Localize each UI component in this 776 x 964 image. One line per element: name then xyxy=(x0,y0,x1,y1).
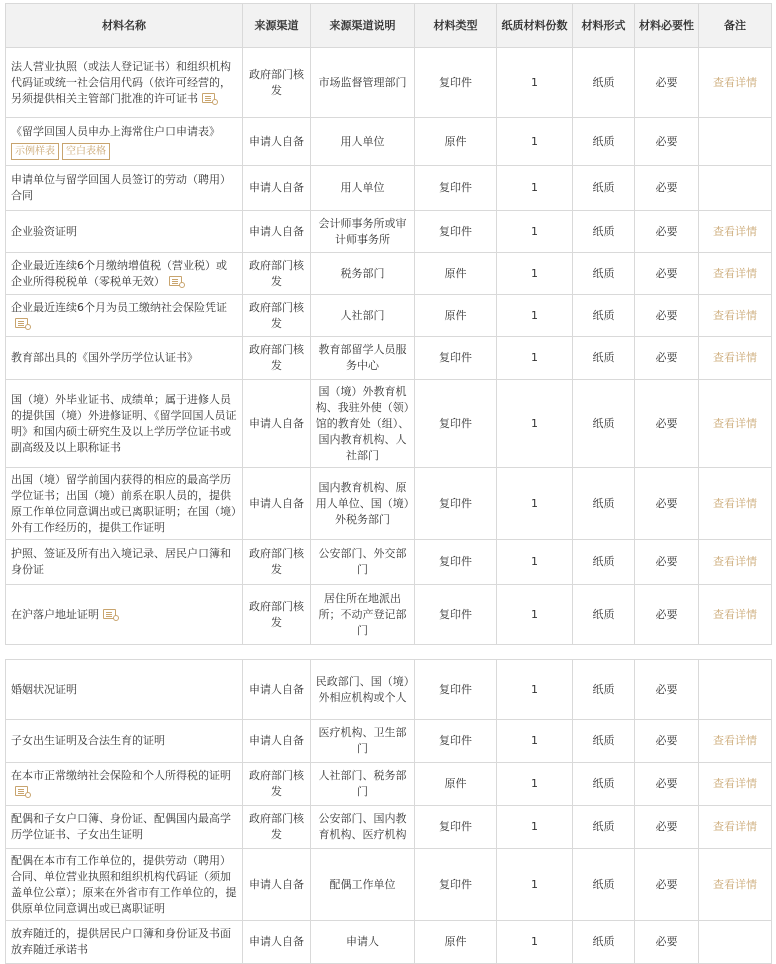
source-desc-cell: 税务部门 xyxy=(311,253,415,295)
view-details-link xyxy=(699,118,772,166)
source-desc-cell: 配偶工作单位 xyxy=(311,849,415,921)
form-cell: 纸质 xyxy=(573,585,635,645)
table-row xyxy=(6,211,772,253)
view-details-link xyxy=(699,660,772,720)
form-cell: 纸质 xyxy=(573,763,635,806)
material-name-cell xyxy=(6,720,243,763)
material-name: 教育部出具的《国外学历学位认证书》 xyxy=(11,351,198,364)
material-name-cell xyxy=(6,211,243,253)
type-cell: 原件 xyxy=(415,295,497,337)
form-cell: 纸质 xyxy=(573,337,635,380)
source-cell: 申请人自备 xyxy=(243,211,311,253)
material-name: 在本市正常缴纳社会保险和个人所得税的证明 xyxy=(11,769,231,782)
sample-form-button[interactable]: 示例样表 xyxy=(11,143,59,160)
table-row xyxy=(6,806,772,849)
type-cell: 复印件 xyxy=(415,48,497,118)
form-cell: 纸质 xyxy=(573,660,635,720)
form-cell: 纸质 xyxy=(573,849,635,921)
type-cell: 复印件 xyxy=(415,337,497,380)
form-cell: 纸质 xyxy=(573,166,635,211)
source-desc-cell: 医疗机构、卫生部门 xyxy=(311,720,415,763)
material-name-cell xyxy=(6,253,243,295)
material-name: 配偶在本市有工作单位的，提供劳动（聘用）合同、单位营业执照和组织机构代码证（须加盖单位公章）；原来在外省市有工作单位的，提供原单位同意调出或已离职证明 xyxy=(11,853,237,915)
source-cell: 政府部门核发 xyxy=(243,806,311,849)
source-desc-cell: 居住所在地派出所；不动产登记部门 xyxy=(311,585,415,645)
source-cell: 申请人自备 xyxy=(243,720,311,763)
form-cell: 纸质 xyxy=(573,468,635,540)
view-details-link[interactable]: 查看详情 xyxy=(699,720,772,763)
document-view-icon[interactable] xyxy=(15,318,28,328)
table-row xyxy=(6,763,772,806)
view-details-link[interactable]: 查看详情 xyxy=(699,849,772,921)
view-details-link[interactable]: 查看详情 xyxy=(699,380,772,468)
document-view-icon[interactable] xyxy=(15,786,28,796)
type-cell: 原件 xyxy=(415,118,497,166)
copies-cell: 1 xyxy=(497,720,573,763)
view-details-link[interactable]: 查看详情 xyxy=(699,540,772,585)
column-header-type: 材料类型 xyxy=(415,4,497,48)
copies-cell: 1 xyxy=(497,253,573,295)
table-row xyxy=(6,585,772,645)
copies-cell: 1 xyxy=(497,660,573,720)
table-row xyxy=(6,295,772,337)
copies-cell: 1 xyxy=(497,48,573,118)
source-desc-cell: 人社部门、税务部门 xyxy=(311,763,415,806)
material-name-cell xyxy=(6,540,243,585)
table-row xyxy=(6,849,772,921)
required-cell: 必要 xyxy=(635,849,699,921)
copies-cell: 1 xyxy=(497,540,573,585)
material-name: 出国（境）留学前国内获得的相应的最高学历学位证书；出国（境）前系在职人员的，提供原工作单位同意调出或已离职证明；在国（境）外有工作经历的，提供工作证明 xyxy=(11,472,237,534)
source-cell: 政府部门核发 xyxy=(243,295,311,337)
material-name-cell xyxy=(6,849,243,921)
table-row xyxy=(6,660,772,720)
material-name-cell xyxy=(6,380,243,468)
material-name: 在沪落户地址证明 xyxy=(11,607,99,621)
section-gap xyxy=(0,651,776,659)
related-materials-table xyxy=(5,659,772,964)
material-name-cell xyxy=(6,337,243,380)
view-details-link[interactable]: 查看详情 xyxy=(699,468,772,540)
form-cell: 纸质 xyxy=(573,921,635,964)
type-cell: 复印件 xyxy=(415,660,497,720)
source-cell: 申请人自备 xyxy=(243,921,311,964)
material-name-cell xyxy=(6,806,243,849)
type-cell: 复印件 xyxy=(415,211,497,253)
required-cell: 必要 xyxy=(635,763,699,806)
type-cell: 复印件 xyxy=(415,540,497,585)
view-details-link[interactable]: 查看详情 xyxy=(699,211,772,253)
source-cell: 政府部门核发 xyxy=(243,585,311,645)
required-cell: 必要 xyxy=(635,921,699,964)
material-name-cell xyxy=(6,468,243,540)
material-name: 国（境）外毕业证书、成绩单；属于进修人员的提供国（境）外进修证明、《留学回国人员证明》和国内硕士研究生及以上学历学位证书或副高级及以上职称证书 xyxy=(11,392,237,454)
material-name: 法人营业执照（或法人登记证书）和组织机构代码证或统一社会信用代码（依许可经营的，另须提供相关主管部门批准的许可证书 xyxy=(11,59,231,105)
source-cell: 政府部门核发 xyxy=(243,337,311,380)
table-row xyxy=(6,380,772,468)
required-cell: 必要 xyxy=(635,468,699,540)
column-header-required: 材料必要性 xyxy=(635,4,699,48)
table-row xyxy=(6,48,772,118)
material-name: 企业验资证明 xyxy=(11,224,77,238)
table-row xyxy=(6,337,772,380)
type-cell: 复印件 xyxy=(415,166,497,211)
table-row xyxy=(6,468,772,540)
type-cell: 复印件 xyxy=(415,468,497,540)
material-name: 企业最近连续6个月为员工缴纳社会保险凭证 xyxy=(11,300,227,314)
view-details-link[interactable]: 查看详情 xyxy=(699,48,772,118)
view-details-link[interactable]: 查看详情 xyxy=(699,253,772,295)
form-cell: 纸质 xyxy=(573,118,635,166)
required-cell: 必要 xyxy=(635,720,699,763)
required-cell: 必要 xyxy=(635,806,699,849)
form-cell: 纸质 xyxy=(573,720,635,763)
materials-table-body xyxy=(6,48,772,645)
type-cell: 复印件 xyxy=(415,849,497,921)
required-cell: 必要 xyxy=(635,166,699,211)
table-row xyxy=(6,253,772,295)
source-desc-cell: 公安部门、外交部门 xyxy=(311,540,415,585)
material-name-cell xyxy=(6,48,243,118)
copies-cell: 1 xyxy=(497,585,573,645)
copies-cell: 1 xyxy=(497,166,573,211)
form-cell: 纸质 xyxy=(573,48,635,118)
source-desc-cell: 国内教育机构、原用人单位、国（境）外税务部门 xyxy=(311,468,415,540)
view-details-link[interactable]: 查看详情 xyxy=(699,806,772,849)
view-details-link xyxy=(699,166,772,211)
table-row xyxy=(6,720,772,763)
source-cell: 政府部门核发 xyxy=(243,540,311,585)
table-row xyxy=(6,921,772,964)
source-desc-cell: 民政部门、国（境）外相应机构或个人 xyxy=(311,660,415,720)
material-name: 护照、签证及所有出入境记录、居民户口簿和身份证 xyxy=(11,547,231,576)
material-name: 配偶和子女户口簿、身份证、配偶国内最高学历学位证书、子女出生证明 xyxy=(11,812,231,841)
material-name: 婚姻状况证明 xyxy=(11,682,77,696)
type-cell: 原件 xyxy=(415,253,497,295)
column-header-name: 材料名称 xyxy=(6,4,243,48)
material-name-cell xyxy=(6,921,243,964)
document-view-icon[interactable] xyxy=(169,276,182,286)
view-details-link[interactable]: 查看详情 xyxy=(699,337,772,380)
material-name-cell xyxy=(6,118,243,166)
source-cell: 政府部门核发 xyxy=(243,253,311,295)
copies-cell: 1 xyxy=(497,118,573,166)
source-cell: 申请人自备 xyxy=(243,380,311,468)
view-details-link xyxy=(699,921,772,964)
form-cell: 纸质 xyxy=(573,211,635,253)
source-desc-cell: 用人单位 xyxy=(311,118,415,166)
source-cell: 申请人自备 xyxy=(243,118,311,166)
type-cell: 原件 xyxy=(415,763,497,806)
blank-form-button[interactable]: 空白表格 xyxy=(62,143,110,160)
form-cell: 纸质 xyxy=(573,295,635,337)
form-cell: 纸质 xyxy=(573,540,635,585)
source-desc-cell: 教育部留学人员服务中心 xyxy=(311,337,415,380)
form-cell: 纸质 xyxy=(573,806,635,849)
copies-cell: 1 xyxy=(497,211,573,253)
form-cell: 纸质 xyxy=(573,380,635,468)
table-row xyxy=(6,166,772,211)
required-cell: 必要 xyxy=(635,253,699,295)
copies-cell: 1 xyxy=(497,337,573,380)
source-cell: 申请人自备 xyxy=(243,166,311,211)
source-desc-cell: 用人单位 xyxy=(311,166,415,211)
source-desc-cell: 申请人 xyxy=(311,921,415,964)
material-name: 企业最近连续6个月缴纳增值税（营业税）或企业所得税税单（零税单无效） xyxy=(11,258,227,288)
view-details-link[interactable]: 查看详情 xyxy=(699,763,772,806)
source-desc-cell: 市场监督管理部门 xyxy=(311,48,415,118)
required-cell: 必要 xyxy=(635,585,699,645)
copies-cell: 1 xyxy=(497,849,573,921)
required-cell: 必要 xyxy=(635,380,699,468)
source-desc-cell: 国（境）外教育机构、我驻外使（领）馆的教育处（组）、国内教育机构、人社部门 xyxy=(311,380,415,468)
materials-table xyxy=(5,3,772,645)
column-header-form: 材料形式 xyxy=(573,4,635,48)
copies-cell: 1 xyxy=(497,806,573,849)
material-name: 《留学回国人员申办上海常住户口申请表》 xyxy=(11,124,220,138)
column-header-note: 备注 xyxy=(699,4,772,48)
material-name-cell xyxy=(6,763,243,806)
type-cell: 复印件 xyxy=(415,720,497,763)
table-header-row xyxy=(6,4,772,48)
source-cell: 政府部门核发 xyxy=(243,48,311,118)
required-cell: 必要 xyxy=(635,211,699,253)
material-name-cell xyxy=(6,295,243,337)
document-view-icon[interactable] xyxy=(202,93,215,103)
required-cell: 必要 xyxy=(635,48,699,118)
document-view-icon[interactable] xyxy=(103,609,116,619)
copies-cell: 1 xyxy=(497,468,573,540)
required-cell: 必要 xyxy=(635,295,699,337)
source-desc-cell: 会计师事务所或审计师事务所 xyxy=(311,211,415,253)
source-cell: 申请人自备 xyxy=(243,468,311,540)
form-cell: 纸质 xyxy=(573,253,635,295)
column-header-source: 来源渠道 xyxy=(243,4,311,48)
required-cell: 必要 xyxy=(635,118,699,166)
column-header-source-desc: 来源渠道说明 xyxy=(311,4,415,48)
required-cell: 必要 xyxy=(635,540,699,585)
material-name: 子女出生证明及合法生育的证明 xyxy=(11,734,165,747)
required-cell: 必要 xyxy=(635,337,699,380)
source-cell: 申请人自备 xyxy=(243,660,311,720)
required-cell: 必要 xyxy=(635,660,699,720)
material-name-cell xyxy=(6,166,243,211)
view-details-link[interactable]: 查看详情 xyxy=(699,295,772,337)
type-cell: 复印件 xyxy=(415,806,497,849)
type-cell: 复印件 xyxy=(415,380,497,468)
material-name: 申请单位与留学回国人员签订的劳动（聘用）合同 xyxy=(11,173,231,202)
related-materials-table-body xyxy=(6,660,772,964)
material-name-cell xyxy=(6,660,243,720)
source-desc-cell: 人社部门 xyxy=(311,295,415,337)
type-cell: 复印件 xyxy=(415,585,497,645)
copies-cell: 1 xyxy=(497,295,573,337)
source-cell: 政府部门核发 xyxy=(243,763,311,806)
type-cell: 原件 xyxy=(415,921,497,964)
copies-cell: 1 xyxy=(497,921,573,964)
material-name-cell xyxy=(6,585,243,645)
table-row xyxy=(6,118,772,166)
source-cell: 申请人自备 xyxy=(243,849,311,921)
source-desc-cell: 公安部门、国内教育机构、医疗机构 xyxy=(311,806,415,849)
view-details-link[interactable]: 查看详情 xyxy=(699,585,772,645)
copies-cell: 1 xyxy=(497,380,573,468)
column-header-copies: 纸质材料份数 xyxy=(497,4,573,48)
copies-cell: 1 xyxy=(497,763,573,806)
table-row xyxy=(6,540,772,585)
material-name: 放弃随迁的，提供居民户口簿和身份证及书面放弃随迁承诺书 xyxy=(11,927,231,956)
